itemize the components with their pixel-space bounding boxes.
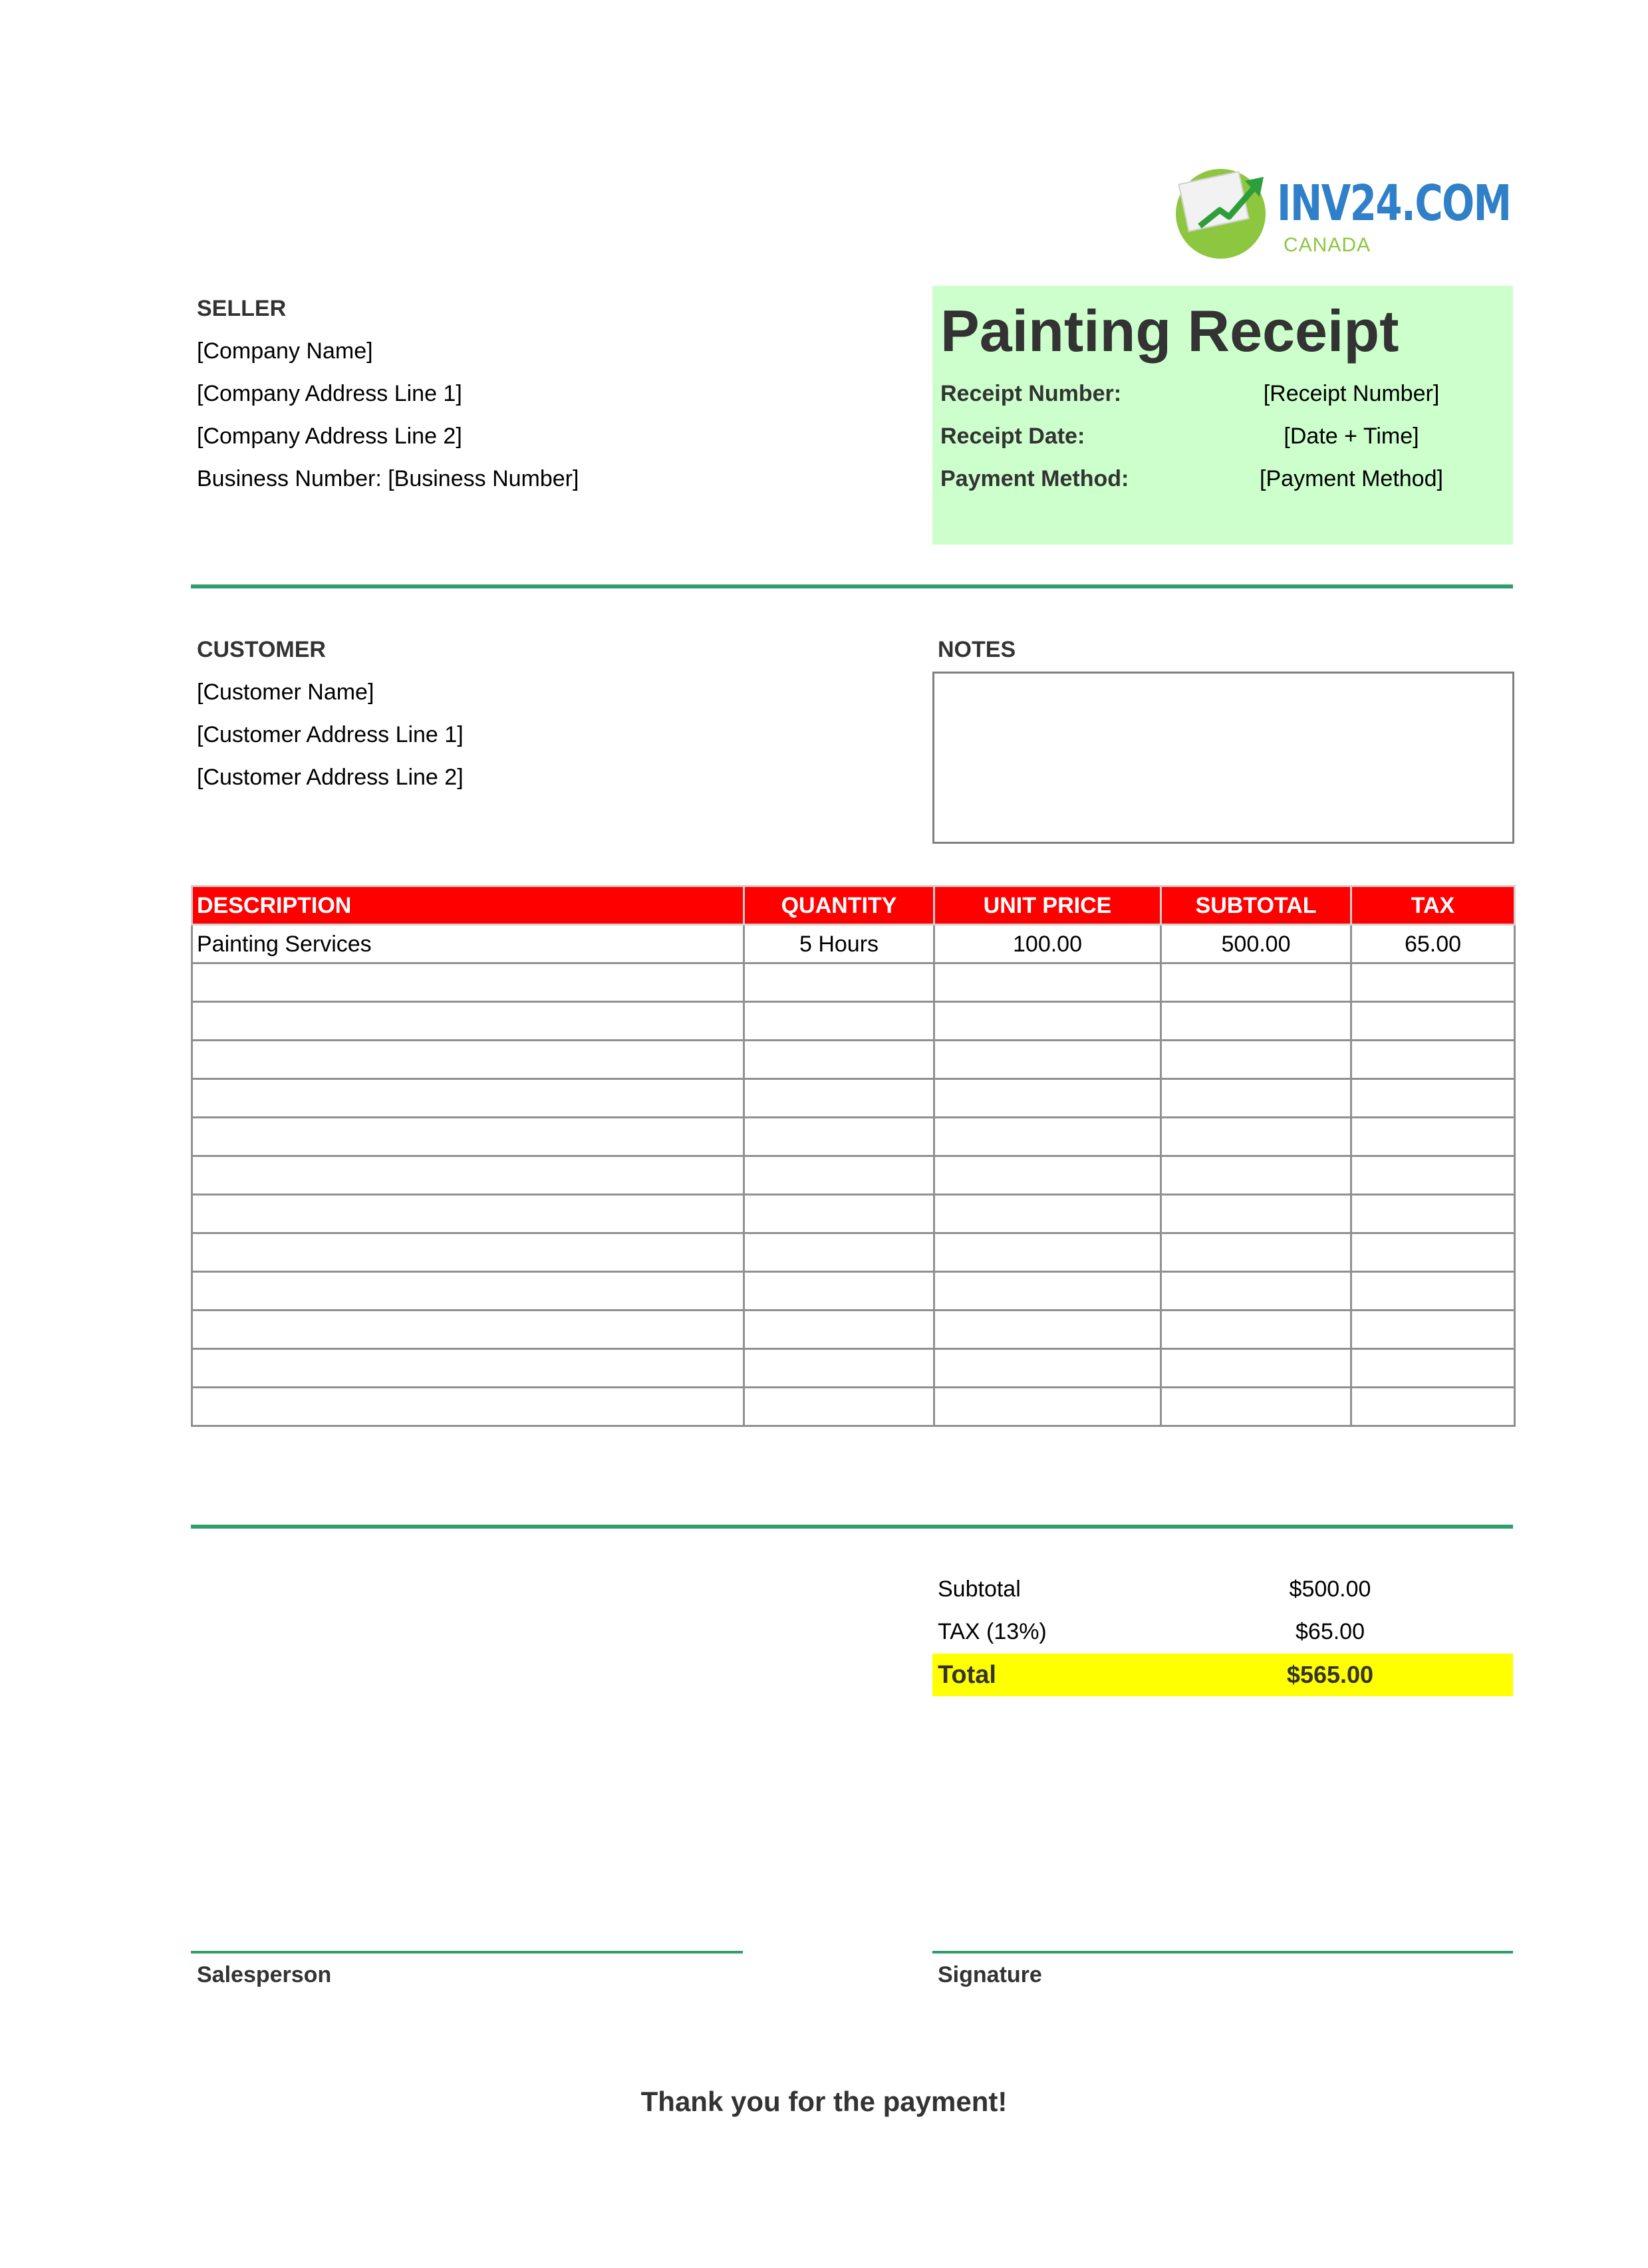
receipt-number-label: Receipt Number: [940,381,1122,406]
cell-description [192,963,744,1002]
tax-value: $65.00 [1296,1619,1365,1644]
salesperson-label: Salesperson [197,1962,332,1987]
cell-quantity [744,1195,934,1233]
cell-unit-price [934,1041,1161,1079]
table-row [192,1002,1515,1041]
cell-unit-price [934,1118,1161,1156]
cell-subtotal [1161,1079,1351,1118]
receipt-title: Painting Receipt [940,298,1399,364]
header-quantity: QUANTITY [744,886,934,925]
cell-quantity [744,1041,934,1079]
cell-tax [1351,1272,1515,1311]
cell-description [192,1195,744,1233]
receipt-date-label: Receipt Date: [940,424,1085,449]
company-logo [1176,164,1511,263]
cell-unit-price [934,1156,1161,1195]
cell-tax [1351,1388,1515,1426]
cell-tax [1351,1041,1515,1079]
cell-description [192,1118,744,1156]
cell-unit-price [934,1311,1161,1349]
notes-box[interactable] [932,672,1514,844]
table-row [192,1079,1515,1118]
cell-tax [1351,963,1515,1002]
cell-subtotal [1161,1311,1351,1349]
table-row [192,1041,1515,1079]
cell-description [192,1311,744,1349]
cell-subtotal [1161,1388,1351,1426]
cell-subtotal [1161,1156,1351,1195]
total-value: $565.00 [1286,1661,1374,1688]
payment-method-label: Payment Method: [940,466,1129,491]
subtotal-label: Subtotal [938,1576,1021,1602]
table-header-row [192,886,1515,925]
salesperson-line [191,1951,743,1953]
cell-subtotal [1161,1041,1351,1079]
cell-quantity [744,1311,934,1349]
subtotal-value: $500.00 [1289,1576,1371,1602]
cell-subtotal: 500.00 [1161,925,1351,963]
total-label: Total [938,1661,996,1689]
cell-quantity [744,1272,934,1311]
table-row [192,963,1515,1002]
cell-unit-price [934,1079,1161,1118]
cell-quantity [744,1118,934,1156]
customer-address-line-2: [Customer Address Line 2] [197,765,464,790]
section-divider-top [191,584,1513,588]
cell-description [192,1388,744,1426]
header-subtotal: SUBTOTAL [1161,886,1351,925]
cell-subtotal [1161,963,1351,1002]
cell-unit-price [934,1349,1161,1388]
section-divider-bottom [191,1525,1513,1529]
cell-unit-price [934,1002,1161,1041]
items-table [191,885,1516,1427]
cell-quantity [744,1002,934,1041]
payment-method-value: [Payment Method] [1260,466,1443,491]
cell-subtotal [1161,1349,1351,1388]
cell-description [192,1156,744,1195]
receipt-date-value: [Date + Time] [1284,424,1419,449]
cell-unit-price [934,963,1161,1002]
cell-quantity [744,1079,934,1118]
customer-heading: CUSTOMER [197,637,326,662]
cell-subtotal [1161,1195,1351,1233]
cell-unit-price [934,1195,1161,1233]
thank-you-message: Thank you for the payment! [640,2086,1008,2117]
cell-description [192,1272,744,1311]
cell-tax [1351,1079,1515,1118]
items-body [192,925,1515,1426]
cell-quantity [744,963,934,1002]
table-row [192,1156,1515,1195]
cell-quantity [744,1388,934,1426]
cell-description [192,1349,744,1388]
notes-heading: NOTES [938,637,1016,662]
cell-subtotal [1161,1118,1351,1156]
tax-label: TAX (13%) [938,1619,1047,1644]
cell-quantity [744,1349,934,1388]
cell-description: Painting Services [192,925,744,963]
cell-unit-price [934,1233,1161,1272]
cell-quantity [744,1156,934,1195]
seller-company-name: [Company Name] [197,338,373,364]
cell-unit-price [934,1388,1161,1426]
table-row [192,1118,1515,1156]
cell-tax [1351,1118,1515,1156]
cell-tax [1351,1195,1515,1233]
logo-growth-arrow-icon [1194,172,1268,238]
cell-subtotal [1161,1272,1351,1311]
signature-line [932,1951,1513,1953]
cell-tax: 65.00 [1351,925,1515,963]
table-row [192,1388,1515,1426]
customer-name: [Customer Name] [197,680,374,705]
signature-label: Signature [938,1962,1042,1987]
cell-description [192,1233,744,1272]
seller-address-line-2: [Company Address Line 2] [197,424,462,449]
customer-address-line-1: [Customer Address Line 1] [197,722,464,747]
cell-subtotal [1161,1233,1351,1272]
header-description: DESCRIPTION [192,886,744,925]
cell-description [192,1079,744,1118]
seller-address-line-1: [Company Address Line 1] [197,381,462,406]
logo-subtitle: CANADA [1284,234,1371,256]
cell-description [192,1002,744,1041]
cell-unit-price: 100.00 [934,925,1161,963]
cell-quantity [744,1233,934,1272]
cell-tax [1351,1311,1515,1349]
cell-description [192,1041,744,1079]
header-tax: TAX [1351,886,1515,925]
header-unit-price: UNIT PRICE [934,886,1161,925]
table-row [192,1272,1515,1311]
table-row [192,1349,1515,1388]
cell-quantity: 5 Hours [744,925,934,963]
seller-business-number: Business Number: [Business Number] [197,466,579,491]
table-row [192,1233,1515,1272]
cell-subtotal [1161,1002,1351,1041]
seller-heading: SELLER [197,296,287,321]
table-row [192,1195,1515,1233]
cell-tax [1351,1233,1515,1272]
cell-unit-price [934,1272,1161,1311]
cell-tax [1351,1156,1515,1195]
cell-tax [1351,1349,1515,1388]
cell-tax [1351,1002,1515,1041]
logo-name: INV24.COM [1277,175,1511,232]
table-row [192,1311,1515,1349]
table-row [192,925,1515,963]
receipt-title-box [932,286,1513,545]
receipt-number-value: [Receipt Number] [1263,381,1440,406]
